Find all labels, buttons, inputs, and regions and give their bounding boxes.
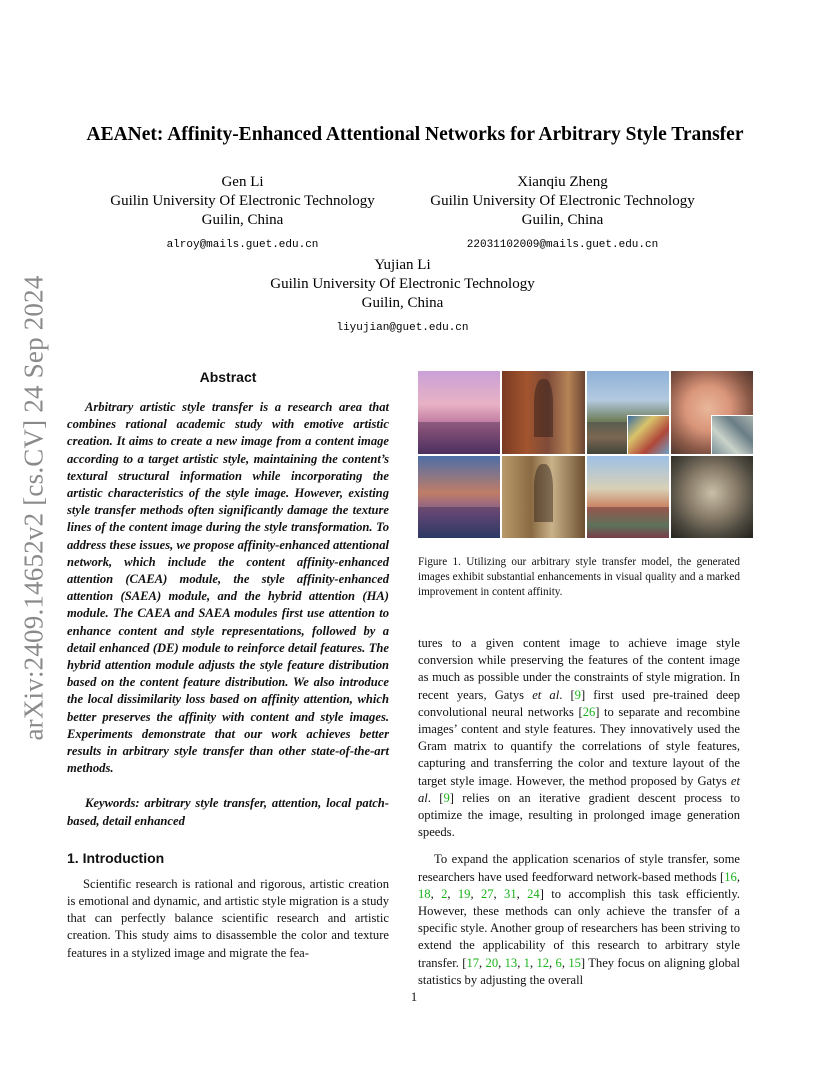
figure-tile-content-door	[502, 371, 584, 454]
arxiv-sidebar-stamp	[14, 274, 54, 741]
citation-link[interactable]: 9	[574, 687, 581, 702]
figure-tile-content-cityscape	[418, 371, 500, 454]
author-email[interactable]: alroy@mails.guet.edu.cn	[166, 239, 319, 251]
figure-tile-content-portrait	[671, 371, 753, 454]
author-affiliation: Guilin University Of Electronic Technology	[270, 276, 535, 292]
citation-link[interactable]: 31	[504, 886, 517, 901]
author-location: Guilin, China	[201, 212, 284, 228]
author-name: Yujian Li	[374, 257, 431, 273]
author-name: Xianqiu Zheng	[517, 174, 608, 190]
citation-link[interactable]: 9	[443, 790, 450, 805]
author-affiliation: Guilin University Of Electronic Technology	[110, 193, 375, 209]
right-column-text	[418, 635, 740, 989]
abstract-text: Arbitrary artistic style transfer is a research area that combines rational academic study with emotive artistic creation. It aims to create a new image from a content image according to a target artistic style, maintaining the content’s textural structural information while incorporating the artistic characteristics of the style image. However, existing style transfer methods often significantly damage the texture lines of the content image during the style transformation. To address these issues, we propose affinity-enhanced attentional network, which include the content affinity-enhanced attention (CAEA) module, the style affinity-enhanced attention (SAEA) module, and the hybrid attention (HA) module. The CAEA and SAEA modules first use attention to enhance content and style representations, followed by a detail enhanced (DE) module to reinforce detail features. The hybrid attention module adjusts the style feature distribution based on the content feature distribution. We also introduce the local dissimilarity loss based on affinity attention, which better preserves the affinity with content and style images. Experiments demonstrate that our work achieves better results in arbitrary style transfer than other state-of-the-art methods.	[67, 400, 389, 776]
author-email[interactable]: liyujian@guet.edu.cn	[336, 322, 469, 334]
section-heading-introduction: 1. Introduction	[67, 849, 165, 866]
figure-1-image-grid	[418, 371, 753, 538]
citation-group-b: 17, 20, 13, 1, 12, 6, 15	[466, 955, 581, 970]
citation-link[interactable]: 13	[504, 955, 518, 970]
figure-tile-content-tower	[587, 371, 669, 454]
keywords: Keywords: arbitrary style transfer, attention, local patch-based, detail enhanced	[67, 796, 389, 828]
citation-link[interactable]: 1	[523, 955, 530, 970]
author-block-2	[410, 173, 715, 255]
citation-link[interactable]: 15	[568, 955, 581, 970]
citation-link[interactable]: 16	[724, 869, 737, 884]
citation-link[interactable]: 20	[485, 955, 499, 970]
citation-link[interactable]: 12	[536, 955, 550, 970]
author-name: Gen Li	[221, 174, 264, 190]
figure-1-caption: Figure 1. Utilizing our arbitrary style transfer model, the generated images exhibit substantial enhancements in visual quality and a marked improvement in content affinity.	[418, 556, 740, 599]
author-affiliation: Guilin University Of Electronic Technology	[430, 193, 695, 209]
citation-link[interactable]: 6	[555, 955, 562, 970]
author-block-1	[90, 173, 395, 255]
figure-tile-stylized-tower	[587, 456, 669, 539]
left-column	[67, 369, 389, 962]
author-location: Guilin, China	[361, 295, 444, 311]
citation-link[interactable]: 19	[457, 886, 471, 901]
author-email[interactable]: 22031102009@mails.guet.edu.cn	[466, 239, 659, 251]
arxiv-identifier: arXiv:2409.14652v2 [cs.CV] 24 Sep 2024	[18, 274, 49, 741]
citation-link[interactable]: 24	[527, 886, 540, 901]
page-number: 1	[410, 990, 418, 1004]
abstract-heading: Abstract	[199, 369, 257, 385]
citation-link[interactable]: 27	[480, 886, 494, 901]
citation-group-a: 16, 18, 2, 19, 27, 31, 24	[418, 869, 740, 901]
figure-tile-stylized-portrait	[671, 456, 753, 539]
citation-link[interactable]: 26	[582, 704, 596, 719]
author-location: Guilin, China	[521, 212, 604, 228]
citation-link[interactable]: 17	[466, 955, 480, 970]
citation-link[interactable]: 18	[418, 886, 431, 901]
figure-tile-stylized-door	[502, 456, 584, 539]
intro-paragraph-right-1: tures to a given content image to achieve image style conversion while preserving the features of the content image as much as possible under the constraints of style migration. In recent years, Gatys et al. [9] first used pre-trained deep convolutional neural networks [26] to separate and recombine images’ content and style features. They innovatively used the Gram matrix to quantify the correlations of style features, capturing and transferring the color and texture layout of the target style image. However, the method proposed by Gatys et al. [9] relies on an iterative gradient descent process to optimize the image, resulting in prolonged image generation speeds.	[418, 636, 740, 840]
figure-tile-stylized-cityscape	[418, 456, 500, 539]
citation-link[interactable]: 2	[441, 886, 448, 901]
intro-paragraph-right-2: To expand the application scenarios of style transfer, some researchers have used feedforward network-based methods [16, 18, 2, 19, 27, 31, 24] to accomplish this task efficiently. However, these methods can only achieve the transfer of a specific style. Another group of researchers has been striving to extend the applicability of this research to arbitrary style transfer. [17, 20, 13, 1, 12, 6, 15] They focus on aligning global statistics by adjusting the overall	[418, 852, 741, 987]
intro-paragraph-left: Scientific research is rational and rigorous, artistic creation is emotional and dynamic, and artistic style migration is a study that can perfectly balance scientific research and artistic creation. This study aims to disassemble the color and texture features in a stylized image and migrate the fea-	[67, 876, 389, 960]
paper-title: AEANet: Affinity-Enhanced Attentional Networks for Arbitrary Style Transfer	[86, 124, 744, 145]
author-block-3	[250, 256, 555, 338]
